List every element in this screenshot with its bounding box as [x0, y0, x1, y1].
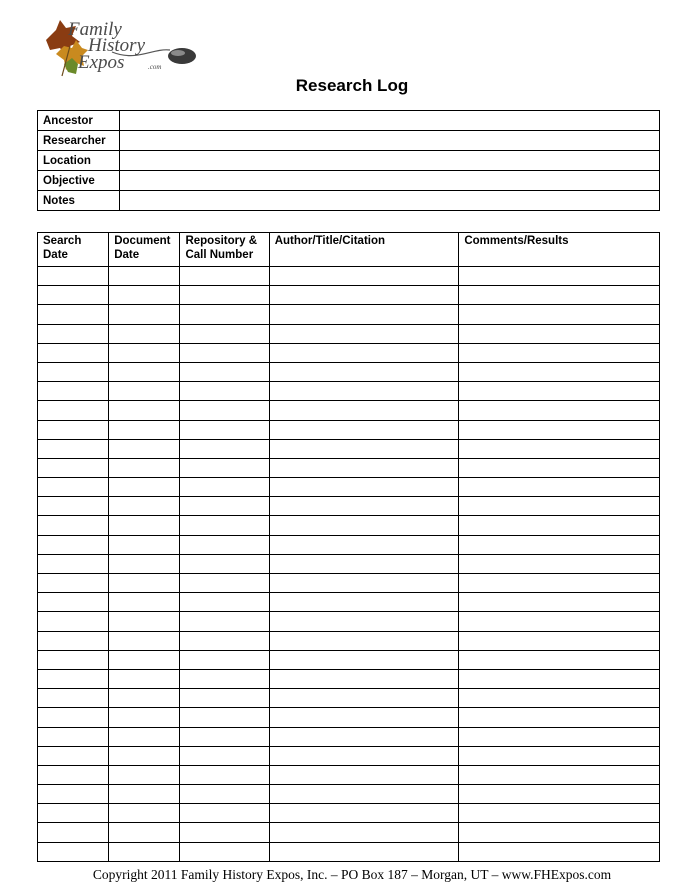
log-entry-cell[interactable]: [269, 362, 459, 381]
log-entry-cell[interactable]: [38, 458, 109, 477]
info-row-notes: [38, 191, 660, 211]
log-entry-cell[interactable]: [38, 401, 109, 420]
info-row-ancestor: [38, 111, 660, 131]
table-row: [38, 842, 660, 861]
log-entry-cell[interactable]: [109, 305, 180, 324]
log-entry-cell[interactable]: [459, 535, 660, 554]
table-row: [38, 439, 660, 458]
log-entry-cell[interactable]: [109, 497, 180, 516]
info-label: Objective: [38, 171, 120, 191]
column-header-line: Search: [43, 235, 82, 247]
info-value-field[interactable]: [120, 151, 660, 171]
log-entry-cell[interactable]: [180, 382, 269, 401]
log-entry-cell[interactable]: [180, 785, 269, 804]
log-entry-cell[interactable]: [269, 439, 459, 458]
log-entry-cell[interactable]: [459, 554, 660, 573]
log-entry-cell[interactable]: [38, 727, 109, 746]
info-value-field[interactable]: [120, 171, 660, 191]
column-header: [269, 233, 459, 267]
log-entry-cell[interactable]: [38, 305, 109, 324]
info-row-location: [38, 151, 660, 171]
log-entry-cell[interactable]: [459, 286, 660, 305]
log-entry-cell[interactable]: [180, 650, 269, 669]
info-value-field[interactable]: [120, 111, 660, 131]
log-entry-cell[interactable]: [109, 382, 180, 401]
log-entry-cell[interactable]: [180, 669, 269, 688]
log-entry-cell[interactable]: [459, 785, 660, 804]
info-row-objective: [38, 171, 660, 191]
table-row: [38, 804, 660, 823]
log-entry-cell[interactable]: [109, 708, 180, 727]
log-entry-cell[interactable]: [109, 689, 180, 708]
log-entry-cell[interactable]: [109, 631, 180, 650]
log-entry-cell[interactable]: [459, 478, 660, 497]
log-entry-cell[interactable]: [269, 612, 459, 631]
table-row: [38, 478, 660, 497]
log-entry-cell[interactable]: [269, 286, 459, 305]
table-row: [38, 785, 660, 804]
log-entry-cell[interactable]: [459, 708, 660, 727]
log-entry-cell[interactable]: [180, 497, 269, 516]
log-entry-cell[interactable]: [180, 804, 269, 823]
ancestor-info-table: [37, 110, 660, 211]
log-entry-cell[interactable]: [459, 362, 660, 381]
table-row: [38, 420, 660, 439]
log-entry-cell[interactable]: [459, 420, 660, 439]
column-header: [38, 233, 109, 267]
log-entry-cell[interactable]: [459, 593, 660, 612]
log-entry-cell[interactable]: [38, 554, 109, 573]
table-header-row: [38, 233, 660, 267]
log-entry-cell[interactable]: [38, 746, 109, 765]
log-entry-cell[interactable]: [459, 746, 660, 765]
log-entry-cell[interactable]: [269, 574, 459, 593]
table-row: [38, 343, 660, 362]
table-row: [38, 669, 660, 688]
log-entry-cell[interactable]: [38, 267, 109, 286]
log-entry-cell[interactable]: [180, 478, 269, 497]
log-entry-cell[interactable]: [269, 401, 459, 420]
log-entry-cell[interactable]: [38, 343, 109, 362]
table-row: [38, 458, 660, 477]
column-header-line: Author/Title/Citation: [274, 235, 386, 247]
table-row: [38, 362, 660, 381]
log-entry-cell[interactable]: [180, 458, 269, 477]
log-entry-cell[interactable]: [109, 267, 180, 286]
table-row: [38, 554, 660, 573]
log-entry-cell[interactable]: [180, 401, 269, 420]
log-entry-cell[interactable]: [459, 612, 660, 631]
log-entry-cell[interactable]: [38, 535, 109, 554]
table-row: [38, 535, 660, 554]
log-entry-cell[interactable]: [38, 516, 109, 535]
log-entry-cell[interactable]: [38, 785, 109, 804]
log-entry-cell[interactable]: [180, 612, 269, 631]
log-entry-cell[interactable]: [180, 535, 269, 554]
log-entry-cell[interactable]: [459, 458, 660, 477]
log-entry-cell[interactable]: [180, 516, 269, 535]
logo-word-history: History: [88, 35, 145, 56]
log-entry-cell[interactable]: [38, 765, 109, 784]
log-entry-cell[interactable]: [269, 785, 459, 804]
table-row: [38, 823, 660, 842]
log-entry-cell[interactable]: [269, 631, 459, 650]
log-entry-cell[interactable]: [269, 842, 459, 861]
log-entry-cell[interactable]: [109, 362, 180, 381]
log-entry-cell[interactable]: [109, 574, 180, 593]
log-entry-cell[interactable]: [180, 362, 269, 381]
log-entry-cell[interactable]: [109, 478, 180, 497]
log-entry-cell[interactable]: [38, 574, 109, 593]
column-header-line: Call Number: [185, 249, 254, 261]
log-entry-cell[interactable]: [269, 458, 459, 477]
log-entry-cell[interactable]: [269, 765, 459, 784]
log-entry-cell[interactable]: [459, 324, 660, 343]
log-entry-cell[interactable]: [269, 650, 459, 669]
log-entry-cell[interactable]: [269, 554, 459, 573]
log-entry-cell[interactable]: [180, 439, 269, 458]
log-entry-cell[interactable]: [109, 286, 180, 305]
table-row: [38, 631, 660, 650]
log-entry-cell[interactable]: [109, 535, 180, 554]
table-row: [38, 324, 660, 343]
log-entry-cell[interactable]: [180, 343, 269, 362]
log-entry-cell[interactable]: [180, 765, 269, 784]
log-entry-cell[interactable]: [38, 497, 109, 516]
log-entry-cell[interactable]: [459, 516, 660, 535]
log-entry-cell[interactable]: [38, 650, 109, 669]
log-entry-cell[interactable]: [269, 689, 459, 708]
log-entry-cell[interactable]: [38, 631, 109, 650]
log-entry-cell[interactable]: [38, 612, 109, 631]
family-history-expos-logo: [42, 18, 202, 78]
log-entry-cell[interactable]: [38, 689, 109, 708]
info-row-researcher: [38, 131, 660, 151]
log-entry-cell[interactable]: [269, 804, 459, 823]
log-entry-cell[interactable]: [459, 727, 660, 746]
info-label: Researcher: [38, 131, 120, 151]
log-entry-cell[interactable]: [459, 842, 660, 861]
column-header: [459, 233, 660, 267]
table-row: [38, 382, 660, 401]
table-row: [38, 746, 660, 765]
log-entry-cell[interactable]: [459, 631, 660, 650]
log-entry-cell[interactable]: [109, 785, 180, 804]
log-entry-cell[interactable]: [109, 727, 180, 746]
log-entry-cell[interactable]: [109, 593, 180, 612]
table-row: [38, 267, 660, 286]
log-entry-cell[interactable]: [180, 727, 269, 746]
research-log-table: [37, 232, 660, 862]
log-entry-cell[interactable]: [109, 439, 180, 458]
log-entry-cell[interactable]: [109, 842, 180, 861]
table-row: [38, 593, 660, 612]
log-entry-cell[interactable]: [269, 382, 459, 401]
logo-suffix: .com: [148, 63, 162, 71]
log-entry-cell[interactable]: [38, 593, 109, 612]
log-entry-cell[interactable]: [38, 286, 109, 305]
column-header-line: Date: [114, 249, 140, 261]
log-entry-cell[interactable]: [109, 765, 180, 784]
table-row: [38, 765, 660, 784]
log-entry-cell[interactable]: [269, 669, 459, 688]
log-entry-cell[interactable]: [109, 401, 180, 420]
column-header: [180, 233, 269, 267]
log-entry-cell[interactable]: [269, 727, 459, 746]
log-entry-cell[interactable]: [38, 823, 109, 842]
log-entry-cell[interactable]: [109, 823, 180, 842]
log-entry-cell[interactable]: [269, 305, 459, 324]
log-entry-cell[interactable]: [459, 650, 660, 669]
log-entry-cell[interactable]: [180, 708, 269, 727]
log-entry-cell[interactable]: [38, 362, 109, 381]
log-entry-cell[interactable]: [180, 305, 269, 324]
log-entry-cell[interactable]: [269, 267, 459, 286]
log-entry-cell[interactable]: [459, 497, 660, 516]
info-value-field[interactable]: [120, 191, 660, 211]
log-entry-cell[interactable]: [38, 842, 109, 861]
log-entry-cell[interactable]: [269, 708, 459, 727]
log-entry-cell[interactable]: [180, 689, 269, 708]
log-entry-cell[interactable]: [180, 842, 269, 861]
log-entry-cell[interactable]: [269, 478, 459, 497]
log-entry-cell[interactable]: [459, 382, 660, 401]
table-row: [38, 612, 660, 631]
log-entry-cell[interactable]: [269, 535, 459, 554]
log-entry-cell[interactable]: [180, 420, 269, 439]
log-entry-cell[interactable]: [459, 401, 660, 420]
table-row: [38, 305, 660, 324]
log-entry-cell[interactable]: [180, 823, 269, 842]
column-header-line: Document: [114, 235, 171, 247]
log-entry-cell[interactable]: [109, 420, 180, 439]
log-entry-cell[interactable]: [38, 324, 109, 343]
table-row: [38, 401, 660, 420]
logo-word-expos: Expos: [78, 52, 125, 73]
log-entry-cell[interactable]: [180, 324, 269, 343]
column-header-line: Date: [43, 249, 68, 261]
table-row: [38, 516, 660, 535]
log-entry-cell[interactable]: [38, 382, 109, 401]
log-entry-cell[interactable]: [459, 305, 660, 324]
table-row: [38, 286, 660, 305]
table-row: [38, 574, 660, 593]
log-entry-cell[interactable]: [459, 669, 660, 688]
log-entry-cell[interactable]: [269, 343, 459, 362]
log-entry-cell[interactable]: [38, 708, 109, 727]
log-entry-cell[interactable]: [180, 593, 269, 612]
log-entry-cell[interactable]: [180, 574, 269, 593]
log-entry-cell[interactable]: [459, 267, 660, 286]
log-entry-cell[interactable]: [38, 804, 109, 823]
log-entry-cell[interactable]: [180, 267, 269, 286]
log-entry-cell[interactable]: [180, 631, 269, 650]
log-entry-cell[interactable]: [180, 286, 269, 305]
log-entry-cell[interactable]: [109, 650, 180, 669]
column-header-line: Repository &: [185, 235, 258, 247]
log-entry-cell[interactable]: [180, 746, 269, 765]
info-label: Location: [38, 151, 120, 171]
info-label: Notes: [38, 191, 120, 211]
log-entry-cell[interactable]: [459, 439, 660, 458]
log-entry-cell[interactable]: [269, 823, 459, 842]
info-label: Ancestor: [38, 111, 120, 131]
log-entry-cell[interactable]: [38, 439, 109, 458]
log-entry-cell[interactable]: [109, 804, 180, 823]
log-entry-cell[interactable]: [38, 478, 109, 497]
log-entry-cell[interactable]: [459, 574, 660, 593]
log-entry-cell[interactable]: [109, 554, 180, 573]
log-entry-cell[interactable]: [459, 765, 660, 784]
log-entry-cell[interactable]: [109, 669, 180, 688]
log-entry-cell[interactable]: [459, 343, 660, 362]
log-entry-cell[interactable]: [269, 593, 459, 612]
page-title: Research Log: [295, 76, 409, 95]
log-entry-cell[interactable]: [109, 516, 180, 535]
log-entry-cell[interactable]: [109, 746, 180, 765]
table-row: [38, 650, 660, 669]
log-entry-cell[interactable]: [109, 343, 180, 362]
table-row: [38, 497, 660, 516]
logo-word-family: Family: [68, 19, 122, 40]
info-value-field[interactable]: [120, 131, 660, 151]
log-entry-cell[interactable]: [269, 746, 459, 765]
log-entry-cell[interactable]: [459, 823, 660, 842]
column-header-line: Comments/Results: [464, 235, 569, 247]
log-entry-cell[interactable]: [109, 324, 180, 343]
log-entry-cell[interactable]: [459, 689, 660, 708]
table-row: [38, 689, 660, 708]
log-entry-cell[interactable]: [109, 612, 180, 631]
log-entry-cell[interactable]: [269, 420, 459, 439]
log-entry-cell[interactable]: [38, 420, 109, 439]
log-entry-cell[interactable]: [269, 516, 459, 535]
log-entry-cell[interactable]: [180, 554, 269, 573]
copyright-footer: Copyright 2011 Family History Expos, Inc. – PO Box 187 – Morgan, UT – www.FHExpos.com: [92, 867, 612, 882]
log-entry-cell[interactable]: [269, 497, 459, 516]
column-header: [109, 233, 180, 267]
table-row: [38, 727, 660, 746]
log-entry-cell[interactable]: [38, 669, 109, 688]
table-row: [38, 708, 660, 727]
log-entry-cell[interactable]: [459, 804, 660, 823]
log-entry-cell[interactable]: [269, 324, 459, 343]
log-entry-cell[interactable]: [109, 458, 180, 477]
